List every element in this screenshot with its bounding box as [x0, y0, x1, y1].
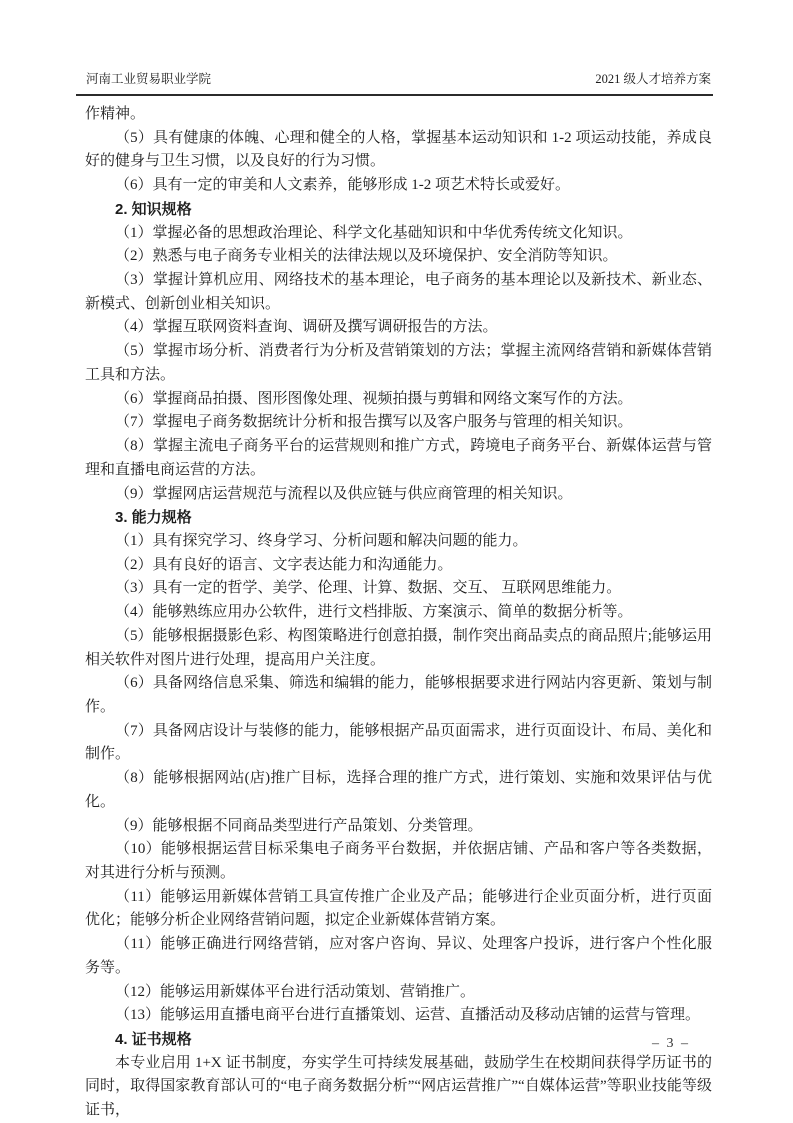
- page-header: [76, 71, 713, 96]
- paragraph: （11）能够正确进行网络营销，应对客户咨询、异议、处理客户投诉，进行客户个性化服务等。: [85, 936, 712, 976]
- paragraph: （2）熟悉与电子商务专业相关的法律法规以及环境保护、安全消防等知识。: [115, 248, 618, 265]
- paragraph: （12）能够运用新媒体平台进行活动策划、营销推广。: [115, 983, 476, 1000]
- paragraph: （8）能够根据网站(店)推广目标，选择合理的推广方式，进行策划、实施和效果评估与优化。: [85, 770, 712, 810]
- paragraph: （10）能够根据运营目标采集电子商务平台数据，并依据店铺、产品和客户等各类数据，对其进行分析与预测。: [85, 841, 712, 881]
- paragraph: （5）具有健康的体魄、心理和健全的人格，掌握基本运动知识和 1-2 项运动技能，养成良好的健身与卫生习惯，以及良好的行为习惯。: [85, 129, 712, 170]
- paragraph: （6）具备网络信息采集、筛选和编辑的能力，能够根据要求进行网站内容更新、策划与制作。: [85, 675, 712, 715]
- paragraph: （7）掌握电子商务数据统计分析和报告撰写以及客户服务与管理的相关知识。: [115, 414, 633, 431]
- paragraph: （6）掌握商品拍摄、图形图像处理、视频拍摄与剪辑和网络文案写作的方法。: [115, 390, 633, 407]
- page-number: – 3 –: [652, 1036, 690, 1051]
- section-heading: 4. 证书规格: [115, 1031, 192, 1049]
- paragraph: （8）掌握主流电子商务平台的运营规则和推广方式，跨境电子商务平台、新媒体运营与管理和直播电商运营的方法。: [85, 438, 712, 478]
- header-document-title: 2021 级人才培养方案: [595, 72, 711, 86]
- section-heading: 2. 知识规格: [115, 200, 192, 218]
- paragraph: 作精神。: [85, 106, 146, 122]
- paragraph: （1）掌握必备的思想政治理论、科学文化基础知识和中华优秀传统文化知识。: [115, 224, 633, 241]
- paragraph: （4）掌握互联网资料查询、调研及撰写调研报告的方法。: [115, 319, 498, 336]
- paragraph: （5）能够根据摄影色彩、构图策略进行创意拍摄，制作突出商品卖点的商品照片;能够运用相关软件对图片进行处理，提高用户关注度。: [85, 627, 712, 668]
- paragraph: （6）具有一定的审美和人文素养，能够形成 1-2 项艺术特长或爱好。: [115, 177, 570, 194]
- paragraph: （9）掌握网店运营规范与流程以及供应链与供应商管理的相关知识。: [115, 485, 573, 502]
- paragraph: （3）掌握计算机应用、网络技术的基本理论，电子商务的基本理论以及新技术、新业态、新模式、创新创业相关知识。: [85, 272, 712, 312]
- paragraph: （7）具备网店设计与装修的能力，能够根据产品页面需求，进行页面设计、布局、美化和制作。: [85, 722, 712, 763]
- paragraph: （4）能够熟练应用办公软件，进行文档排版、方案演示、简单的数据分析等。: [115, 604, 633, 621]
- paragraph: （3）具有一定的哲学、美学、伦理、计算、数据、交互、 互联网思维能力。: [115, 580, 622, 597]
- document-body: [85, 103, 712, 1123]
- paragraph: （1）具有探究学习、终身学习、分析问题和解决问题的能力。: [115, 532, 528, 549]
- section-heading: 3. 能力规格: [115, 509, 192, 527]
- paragraph: 本专业启用 1+X 证书制度，夯实学生可持续发展基础，鼓励学生在校期间获得学历证书的同时，取得国家教育部认可的“电子商务数据分析”“网店运营推广”“自媒体运营”等职业技能等级证书，: [85, 1054, 712, 1119]
- paragraph: （13）能够运用直播电商平台进行直播策划、运营、直播活动及移动店铺的运营与管理。: [115, 1007, 701, 1024]
- paragraph: （9）能够根据不同商品类型进行产品策划、分类管理。: [115, 817, 483, 834]
- paragraph: （2）具有良好的语言、文字表达能力和沟通能力。: [115, 556, 453, 573]
- paragraph: （11）能够运用新媒体营销工具宣传推广企业及产品；能够进行企业页面分析，进行页面优化；能够分析企业网络营销问题，拟定企业新媒体营销方案。: [85, 888, 712, 929]
- paragraph: （5）掌握市场分析、消费者行为分析及营销策划的方法；掌握主流网络营销和新媒体营销工具和方法。: [85, 343, 712, 383]
- header-school-name: 河南工业贸易职业学院: [86, 72, 212, 86]
